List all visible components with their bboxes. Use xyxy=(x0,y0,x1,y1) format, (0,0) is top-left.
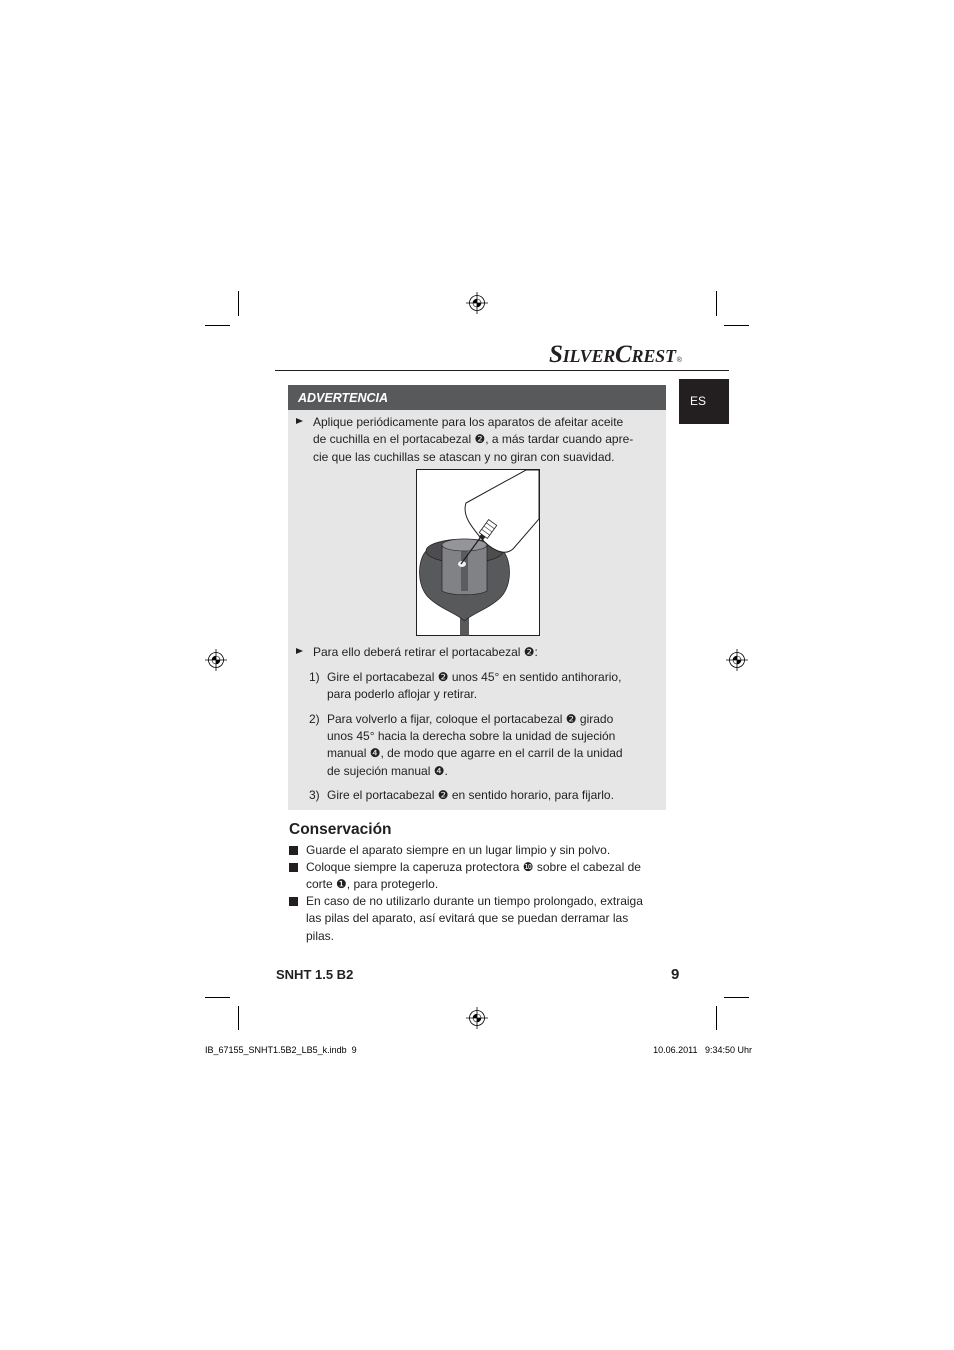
print-slug-file: IB_67155_SNHT1.5B2_LB5_k.indb 9 xyxy=(205,1045,357,1055)
brand-logo-text: SilverCrest xyxy=(549,341,676,368)
crop-mark-bottom-left-horizontal xyxy=(205,997,230,998)
step-line: para poderlo aflojar y retirar. xyxy=(327,687,478,701)
section-heading: Conservación xyxy=(289,821,392,838)
arrow-bullet-icon xyxy=(296,648,303,654)
header-rule xyxy=(275,370,729,371)
step-line: Gire el portacabezal ❷ unos 45° en sentido antihorario, xyxy=(327,670,622,684)
registered-mark: ® xyxy=(676,357,682,364)
warning-title: ADVERTENCIA xyxy=(298,391,389,405)
step-number: 3) xyxy=(309,788,320,802)
list-item-line: En caso de no utilizarlo durante un tiempo prolongado, extraiga xyxy=(306,894,643,908)
step-number: 1) xyxy=(309,670,320,684)
step-line: manual ❹, de modo que agarre en el carril de la unidad xyxy=(327,746,623,760)
step-line: Gire el portacabezal ❷ en sentido horario, para fijarlo. xyxy=(327,788,614,802)
list-item-line: las pilas del aparato, así evitará que se puedan derramar las xyxy=(306,911,629,925)
arrow-bullet-icon xyxy=(296,418,303,424)
crop-mark-top-right-horizontal xyxy=(724,325,749,326)
brand-logo xyxy=(549,341,682,369)
footer-model-number: SNHT 1.5 B2 xyxy=(276,967,354,982)
step-line: Para volverlo a fijar, coloque el portacabezal ❷ girado xyxy=(327,712,614,726)
crop-mark-top-left-vertical xyxy=(238,291,239,316)
registration-mark-icon xyxy=(725,648,749,672)
crop-mark-bottom-left-vertical xyxy=(238,1006,239,1030)
warning-note-line: Para ello deberá retirar el portacabezal ❷: xyxy=(313,645,538,659)
warning-note-line: de cuchilla en el portacabezal ❷, a más tardar cuando apre- xyxy=(313,432,634,446)
list-item-line: pilas. xyxy=(306,929,335,943)
square-bullet-icon xyxy=(289,897,298,906)
warning-note-line: Aplique periódicamente para los aparatos de afeitar aceite xyxy=(313,415,624,429)
language-tab xyxy=(679,379,729,424)
registration-mark-icon xyxy=(204,648,228,672)
crop-mark-bottom-right-horizontal xyxy=(724,997,749,998)
square-bullet-icon xyxy=(289,863,298,872)
print-slug-timestamp: 10.06.2011 9:34:50 Uhr xyxy=(653,1045,752,1055)
page-number: 9 xyxy=(671,966,680,983)
step-number: 2) xyxy=(309,712,320,726)
crop-mark-top-right-vertical xyxy=(716,291,717,316)
registration-mark-icon xyxy=(465,291,489,315)
list-item-line: Coloque siempre la caperuza protectora ❿ sobre el cabezal de xyxy=(306,860,641,874)
list-item-line: Guarde el aparato siempre en un lugar limpio y sin polvo. xyxy=(306,843,611,857)
square-bullet-icon xyxy=(289,846,298,855)
warning-note-line: cie que las cuchillas se atascan y no giran con suavidad. xyxy=(313,450,615,464)
crop-mark-bottom-right-vertical xyxy=(716,1006,717,1030)
oil-application-illustration xyxy=(416,469,540,636)
step-line: unos 45° hacia la derecha sobre la unidad de sujeción xyxy=(327,729,616,743)
registration-mark-icon xyxy=(465,1006,489,1030)
language-tab-label: ES xyxy=(690,394,707,408)
list-item-line: corte ❶, para protegerlo. xyxy=(306,877,439,891)
step-line: de sujeción manual ❹. xyxy=(327,764,448,778)
crop-mark-top-left-horizontal xyxy=(205,325,230,326)
